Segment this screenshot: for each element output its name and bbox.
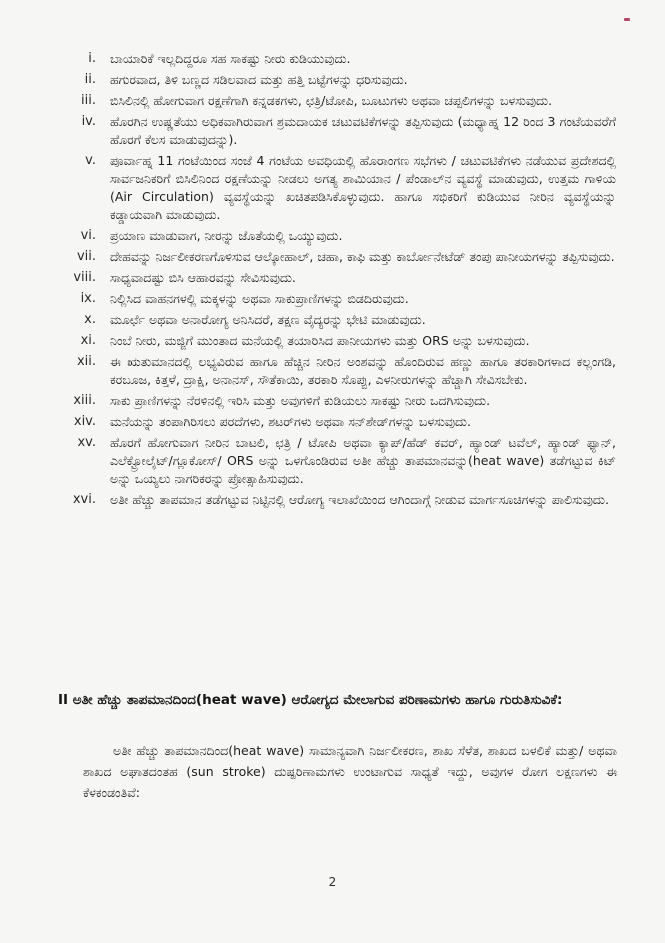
list-item-number: xv. xyxy=(77,435,96,450)
list-item-text: ನಿಲ್ಲಿಸಿದ ವಾಹನಗಳಲ್ಲಿ ಮಕ್ಕಳನ್ನು ಅಥವಾ ಸಾಕುಪ್ರಾಣಿಗಳನ್ನು ಬಿಡದಿರುವುದು. xyxy=(110,291,409,306)
list-item-text: ಸಾಧ್ಯವಾದಷ್ಟು ಬಿಸಿ ಆಹಾರವನ್ನು ಸೇವಿಸುವುದು. xyxy=(110,270,296,285)
corner-ink-mark xyxy=(624,18,630,21)
list-item-number: iv. xyxy=(81,114,96,129)
list-item-text: ಪೂರ್ವಾಹ್ನ 11 ಗಂಟೆಯಿಂದ ಸಂಜೆ 4 ಗಂಟೆಯ ಅವಧಿಯಲ್ಲಿ ಹೊರಾಂಗಣ ಸಭೆಗಳು / ಚಟುವಟಿಕೆಗಳು ನಡೆಯುವ ಪ್ರದೇಶದಲ್ಲಿ ಸಾರ್ವಜನಿಕರಿಗೆ ಬಿಸಿಲಿನಿಂದ ರಕ್ಷಣೆಯನ್ನು ನೀಡಲು ಅಗತ್ಯ ಶಾಮಿಯಾನ / ಪೆಂಡಾಲ್‌ನ ವ್ಯವಸ್ಥೆ ಮಾಡುವುದು, ಉತ್ತಮ ಗಾಳಿಯ (Air Circulation) ವ್ಯವಸ್ಥೆಯನ್ನು ಖಚಿತಪಡಿಸಿಕೊಳ್ಳುವುದು. ಹಾಗೂ ಸಭಿಕರಿಗೆ ಕುಡಿಯುವ ನೀರಿನ ವ್ಯವಸ್ಥೆಯನ್ನು ಕಡ್ಡಾಯವಾಗಿ ಮಾಡುವುದು. xyxy=(110,153,616,222)
list-item xyxy=(0,50,665,68)
list-item xyxy=(0,392,665,410)
precaution-list xyxy=(0,50,665,512)
list-item-number: v. xyxy=(85,153,96,168)
list-item-text: ಹೊರಗಿನ ಉಷ್ಣತೆಯು ಅಧಿಕವಾಗಿರುವಾಗ ಶ್ರಮದಾಯಕ ಚಟುವಟಿಕೆಗಳನ್ನು ತಪ್ಪಿಸುವುದು (ಮಧ್ಯಾಹ್ನ 12 ರಿಂದ 3 ಗಂಟೆಯವರೆಗೆ ಹೊರಗೆ ಕೆಲಸ ಮಾಡುವುದನ್ನು). xyxy=(110,114,616,147)
list-item-number: xi. xyxy=(80,333,96,348)
list-item xyxy=(0,311,665,329)
section-paragraph: ಅತೀ ಹೆಚ್ಚು ತಾಪಮಾನದಿಂದ(heat wave) ಸಾಮಾನ್ಯವಾಗಿ ನಿರ್ಜಲೀಕರಣ, ಶಾಖ ಸೆಳೆತ, ಶಾಖದ ಬಳಲಿಕೆ ಮತ್ತು/ ಅಥವಾ ಶಾಖದ ಅಘಾತದಂತಹ (sun stroke) ದುಷ್ಪರಿಣಾಮಗಳು ಉಂಟಾಗುವ ಸಾಧ್ಯತೆ ಇದ್ದು, ಅವುಗಳ ರೋಗ ಲಕ್ಷಣಗಳು ಈ ಕೆಳಕಂಡಂತಿವೆ: xyxy=(83,743,617,800)
list-item-text: ಹಗುರವಾದ, ತಿಳಿ ಬಣ್ಣದ ಸಡಿಲವಾದ ಮತ್ತು ಹತ್ತಿ ಬಟ್ಟೆಗಳನ್ನು ಧರಿಸುವುದು. xyxy=(110,72,408,87)
list-item xyxy=(0,413,665,431)
list-item xyxy=(0,152,665,224)
list-item-number: vi. xyxy=(80,228,96,243)
list-item xyxy=(0,227,665,245)
list-item-text: ಬಿಸಿಲಿನಲ್ಲಿ ಹೋಗುವಾಗ ರಕ್ಷಣೆಗಾಗಿ ಕನ್ನಡಕಗಳು, ಛತ್ರಿ/ಟೋಪಿ, ಬೂಟುಗಳು ಅಥವಾ ಚಪ್ಪಲಿಗಳನ್ನು ಬಳಸುವುದು. xyxy=(110,93,553,108)
list-item-number: ix. xyxy=(80,291,96,306)
page-number: 2 xyxy=(328,875,337,889)
list-item xyxy=(0,434,665,488)
list-item-text: ಅತೀ ಹೆಚ್ಚು ತಾಪಮಾನ ತಡೆಗಟ್ಟುವ ನಿಟ್ಟಿನಲ್ಲಿ ಆರೋಗ್ಯ ಇಲಾಖೆಯಿಂದ ಆಗಿಂದಾಗ್ಗೆ ನೀಡುವ ಮಾರ್ಗಸೂಚಿಗಳನ್ನು ಪಾಲಿಸುವುದು. xyxy=(110,492,609,507)
list-item-number: i. xyxy=(88,51,96,66)
list-item-text: ಬಾಯಾರಿಕೆ ಇಲ್ಲದಿದ್ದರೂ ಸಹ ಸಾಕಷ್ಟು ನೀರು ಕುಡಿಯುವುದು. xyxy=(110,51,351,66)
list-item-number: xiv. xyxy=(73,414,96,429)
list-item-number: ii. xyxy=(84,72,96,87)
list-item xyxy=(0,248,665,266)
list-item xyxy=(0,269,665,287)
list-item-number: xvi. xyxy=(72,492,96,507)
list-item xyxy=(0,290,665,308)
list-item-text: ಮೂರ್ಛೆ ಅಥವಾ ಅನಾರೋಗ್ಯ ಅನಿಸಿದರೆ, ತಕ್ಷಣ ವೈದ್ಯರನ್ನು ಭೇಟಿ ಮಾಡುವುದು. xyxy=(110,312,426,327)
list-item xyxy=(0,71,665,89)
list-item-number: viii. xyxy=(73,270,96,285)
list-item-number: xiii. xyxy=(73,393,96,408)
list-item-text: ಈ ಋತುಮಾನದಲ್ಲಿ ಲಭ್ಯವಿರುವ ಹಾಗೂ ಹೆಚ್ಚಿನ ನೀರಿನ ಅಂಶವನ್ನು ಹೊಂದಿರುವ ಹಣ್ಣು ಹಾಗೂ ತರಕಾರಿಗಳಾದ ಕಲ್ಲಂಗಡಿ, ಕರಬೂಜ, ಕಿತ್ತಳೆ, ದ್ರಾಕ್ಷಿ, ಅನಾನಸ್, ಸೌತೆಕಾಯಿ, ತರಕಾರಿ ಸೊಪ್ಪು, ಎಳನೀರುಗಳನ್ನು ಹೆಚ್ಚಾಗಿ ಸೇವಿಸಬೇಕು. xyxy=(110,354,616,387)
list-item-text: ನಿಂಬೆ ನೀರು, ಮಜ್ಜಿಗೆ ಮುಂತಾದ ಮನೆಯಲ್ಲಿ ತಯಾರಿಸಿದ ಪಾನೀಯಗಳು ಮತ್ತು ORS ಅನ್ನು ಬಳಸುವುದು. xyxy=(110,333,530,348)
list-item-number: xii. xyxy=(76,354,96,369)
list-item-text: ಮನೆಯನ್ನು ತಂಪಾಗಿರಿಸಲು ಪರದೆಗಳು, ಶಟರ್‌ಗಳು ಅಥವಾ ಸನ್‌ಶೇಡ್‌ಗಳನ್ನು ಬಳಸುವುದು. xyxy=(110,414,472,429)
list-item-number: x. xyxy=(84,312,96,327)
list-item-number: iii. xyxy=(81,93,96,108)
list-item xyxy=(0,332,665,350)
list-item-number: vii. xyxy=(76,249,96,264)
list-item xyxy=(0,92,665,110)
list-item-text: ಸಾಕು ಪ್ರಾಣಿಗಳನ್ನು ನೆರಳಿನಲ್ಲಿ ಇರಿಸಿ ಮತ್ತು ಅವುಗಳಿಗೆ ಕುಡಿಯಲು ಸಾಕಷ್ಟು ನೀರು ಒದಗಿಸುವುದು. xyxy=(110,393,491,408)
list-item-text: ಹೊರಗೆ ಹೋಗುವಾಗ ನೀರಿನ ಬಾಟಲಿ, ಛತ್ರಿ / ಟೋಪಿ ಅಥವಾ ಕ್ಯಾಪ್/ಹೆಡ್ ಕವರ್, ಹ್ಯಾಂಡ್ ಟವೆಲ್, ಹ್ಯಾಂಡ್ ಫ್ಯಾನ್, ಎಲೆಕ್ಟ್ರೋಲೈಟ್/ಗ್ಲೂಕೋಸ್/ ORS ಅನ್ನು ಒಳಗೊಂಡಿರುವ ಅತೀ ಹೆಚ್ಚು ತಾಪಮಾನವನ್ನು(heat wave) ತಡೆಗಟ್ಟುವ ಕಿಟ್ ಅನ್ನು ಒಯ್ಯಲು ನಾಗರಿಕರನ್ನು ಪ್ರೋತ್ಸಾಹಿಸುವುದು. xyxy=(110,435,616,486)
list-item-text: ಪ್ರಯಾಣ ಮಾಡುವಾಗ, ನೀರನ್ನು ಜೊತೆಯಲ್ಲಿ ಒಯ್ಯುವುದು. xyxy=(110,228,343,243)
list-item xyxy=(0,491,665,509)
section-heading: II ಅತೀ ಹೆಚ್ಚು ತಾಪಮಾನದಿಂದ(heat wave) ಆರೋಗ್ಯದ ಮೇಲಾಗುವ ಪರಿಣಾಮಗಳು ಹಾಗೂ ಗುರುತಿಸುವಿಕೆ: xyxy=(58,692,563,708)
list-item xyxy=(0,113,665,149)
list-item-text: ದೇಹವನ್ನು ನಿರ್ಜಲೀಕರಣಗೊಳಿಸುವ ಆಲ್ಕೋಹಾಲ್, ಚಹಾ, ಕಾಫಿ ಮತ್ತು ಕಾರ್ಬೋನೇಟೆಡ್ ತಂಪು ಪಾನೀಯಗಳನ್ನು ತಪ್ಪಿಸುವುದು. xyxy=(110,249,615,264)
list-item xyxy=(0,353,665,389)
